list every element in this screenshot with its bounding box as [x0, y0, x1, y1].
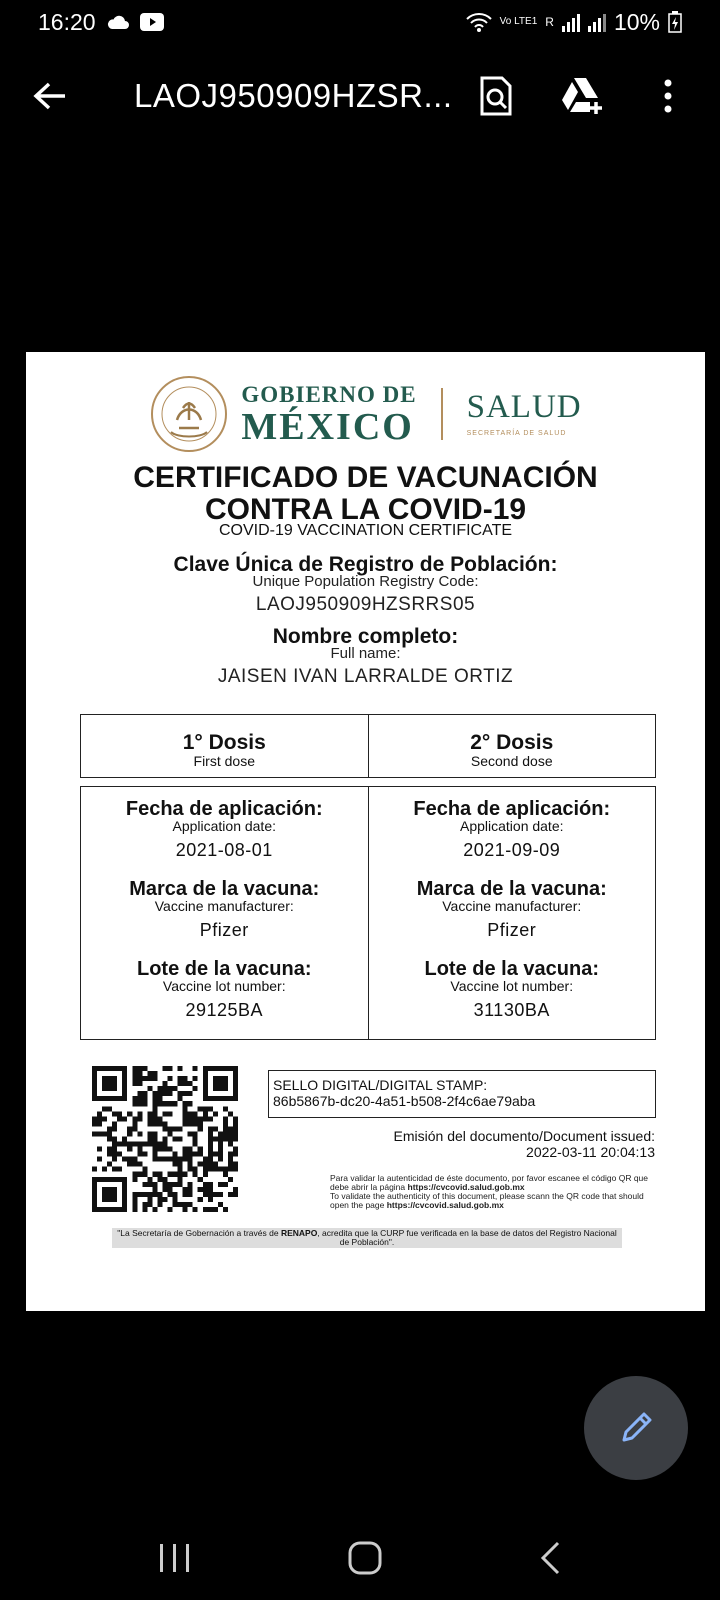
- cloud-icon: [106, 14, 130, 30]
- certificate-title-line2: CONTRA LA COVID-19: [204, 493, 527, 526]
- dose-2-lot-field: [369, 959, 656, 1039]
- dose-1-details: [81, 787, 369, 1039]
- curp-label-en: Unique Population Registry Code:: [252, 573, 479, 590]
- back-icon: [538, 1540, 562, 1576]
- gob-line2: MÉXICO: [241, 405, 414, 448]
- name-value: JAISEN IVAN LARRALDE ORTIZ: [217, 666, 514, 687]
- dose-2-title-en: Second dose: [470, 753, 553, 769]
- dose-2-lot-label-en: Vaccine lot number:: [450, 978, 574, 994]
- certificate-document[interactable]: [26, 352, 705, 1311]
- certificate-title-line1: CERTIFICADO DE VACUNACIÓN: [133, 461, 598, 494]
- wifi-icon: [466, 12, 492, 32]
- gobierno-de-mexico-logo: [241, 383, 416, 446]
- dose-2-brand-field: [369, 879, 656, 959]
- dose-2-date-label-en: Application date:: [459, 818, 564, 834]
- roaming-indicator: R: [545, 15, 554, 29]
- back-button[interactable]: [20, 66, 80, 126]
- issued-value: 2022-03-11 20:04:13: [526, 1144, 655, 1160]
- battery-percent: 10%: [613, 8, 660, 35]
- signal-icon-2: [588, 12, 606, 32]
- more-options-button[interactable]: [636, 64, 700, 128]
- dose-2-date: 2021-09-09: [463, 840, 561, 860]
- dose-1-brand: Pfizer: [199, 920, 249, 940]
- dose-2-title: 2° Dosis: [470, 731, 554, 754]
- certificate-title-en: COVID-19 VACCINATION CERTIFICATE: [218, 522, 513, 539]
- dose-1-date-label-en: Application date:: [172, 818, 277, 834]
- recents-icon: [158, 1542, 192, 1574]
- dose-1-lot: 29125BA: [185, 1000, 264, 1020]
- validate-en-url: https://cvcovid.salud.gob.mx: [386, 1200, 504, 1210]
- digital-stamp-box: [268, 1070, 656, 1118]
- renapo-post: , acredita que la CURP fue verificada en la base de datos del Registro Nacional de Población".: [317, 1228, 617, 1247]
- dose-1-date: 2021-08-01: [175, 840, 273, 860]
- home-icon: [347, 1540, 383, 1576]
- stamp-label: SELLO DIGITAL/DIGITAL STAMP:: [273, 1077, 488, 1093]
- dose-1-header: [81, 715, 369, 777]
- salud-logo: [467, 391, 582, 437]
- find-in-document-button[interactable]: [464, 64, 528, 128]
- youtube-icon: [140, 13, 164, 31]
- gob-line1: GOBIERNO DE: [241, 381, 417, 407]
- validate-es-url: https://cvcovid.salud.gob.mx: [407, 1182, 525, 1192]
- more-vert-icon: [663, 79, 673, 113]
- document-issued: [394, 1128, 655, 1160]
- validation-note: [330, 1174, 650, 1210]
- renapo-note: [112, 1228, 622, 1248]
- dose-1-title-en: First dose: [193, 753, 255, 769]
- mexico-seal-icon: [149, 374, 229, 454]
- status-time: 16:20: [38, 8, 96, 35]
- dose-1-title: 1° Dosis: [182, 731, 266, 754]
- dose-2-header: [369, 715, 656, 777]
- salud-text: SALUD: [466, 389, 582, 425]
- renapo-bold: RENAPO: [280, 1228, 318, 1238]
- dose-1-brand-label: Marca de la vacuna:: [129, 878, 320, 900]
- salud-subtext: SECRETARÍA DE SALUD: [466, 430, 567, 437]
- dose-2-date-label: Fecha de aplicación:: [413, 798, 611, 820]
- status-bar: [0, 0, 720, 44]
- logo-divider: [441, 388, 443, 440]
- validate-en-text: To validate the authenticity of this document, please scann the QR code that should open the page: [330, 1191, 644, 1210]
- dose-1-lot-label: Lote de la vacuna:: [137, 958, 312, 980]
- app-bar: [0, 56, 720, 136]
- issued-label: Emisión del documento/Document issued:: [393, 1128, 655, 1144]
- renapo-pre: "La Secretaría de Gobernación a través de: [117, 1228, 279, 1238]
- nav-back-button[interactable]: [538, 1540, 562, 1581]
- edit-pencil-icon: [618, 1410, 654, 1446]
- curp-value: LAOJ950909HZSRRS05: [255, 594, 476, 615]
- dose-1-lot-field: [81, 959, 368, 1039]
- search-document-icon: [478, 76, 514, 116]
- dose-2-brand-label-en: Vaccine manufacturer:: [442, 898, 582, 914]
- edit-fab[interactable]: [584, 1376, 688, 1480]
- dose-1-brand-label-en: Vaccine manufacturer:: [154, 898, 294, 914]
- battery-charging-icon: [668, 11, 682, 33]
- dose-1-brand-field: [81, 879, 368, 959]
- document-title: LAOJ950909HZSR...: [134, 77, 453, 114]
- dose-header-table: [80, 714, 656, 778]
- home-button[interactable]: [347, 1540, 383, 1581]
- dose-1-lot-label-en: Vaccine lot number:: [162, 978, 286, 994]
- dose-1-date-label: Fecha de aplicación:: [125, 798, 323, 820]
- dose-details-table: [80, 786, 656, 1040]
- system-nav-bar: [0, 1520, 720, 1600]
- dose-2-brand: Pfizer: [487, 920, 537, 940]
- name-label: Nombre completo:: [272, 625, 459, 648]
- recents-button[interactable]: [158, 1542, 192, 1579]
- network-type: Vo LTE1: [499, 16, 538, 27]
- curp-label: Clave Única de Registro de Población:: [173, 553, 558, 576]
- stamp-value: 86b5867b-dc20-4a51-b508-2f4c6ae79aba: [273, 1093, 536, 1109]
- dose-2-date-field: [369, 799, 656, 879]
- validate-es-text: Para validar la autenticidad de éste documento, por favor escanee el código QR que debe abrir la página: [330, 1173, 649, 1192]
- dose-2-lot-label: Lote de la vacuna:: [424, 958, 599, 980]
- add-to-drive-button[interactable]: [550, 64, 614, 128]
- qr-code-icon: [92, 1066, 238, 1212]
- dose-1-date-field: [81, 799, 368, 879]
- signal-icon: [562, 12, 580, 32]
- back-arrow-icon: [33, 81, 67, 111]
- dose-2-details: [369, 787, 656, 1039]
- google-drive-add-icon: [560, 76, 604, 116]
- name-label-en: Full name:: [330, 645, 401, 662]
- certificate-header: [26, 374, 705, 454]
- dose-2-lot: 31130BA: [473, 1000, 550, 1020]
- dose-2-brand-label: Marca de la vacuna:: [416, 878, 607, 900]
